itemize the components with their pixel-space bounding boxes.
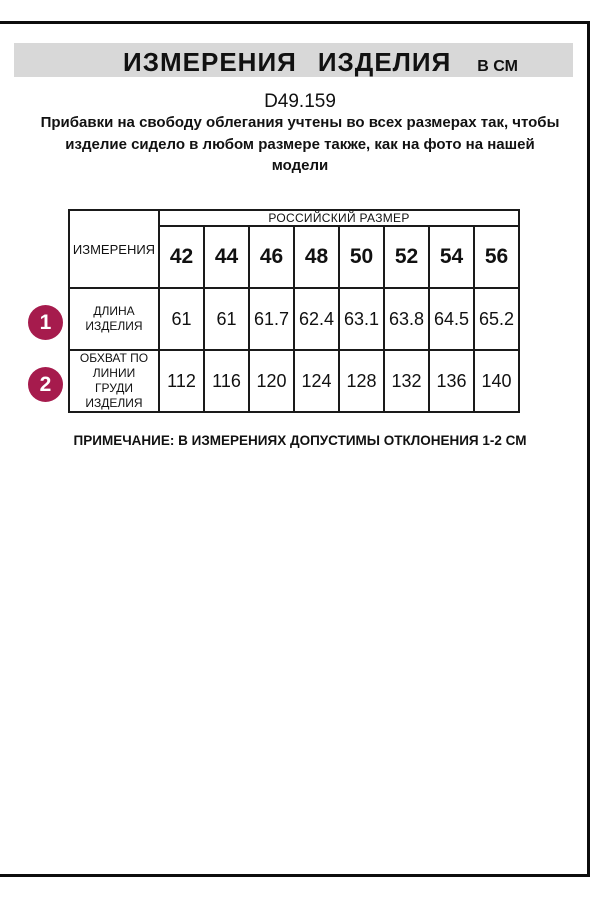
size-table-wrap — [68, 209, 520, 413]
product-code: D49.159 — [264, 91, 336, 112]
size-cell: 54 — [429, 226, 474, 288]
table-row-size-group — [69, 210, 519, 226]
value-cell: 116 — [204, 350, 249, 412]
note-text: ПРИМЕЧАНИЕ: В ИЗМЕРЕНИЯХ ДОПУСТИМЫ ОТКЛОНЕНИЯ 1-2 СМ — [73, 433, 527, 448]
value-cell: 62.4 — [294, 288, 339, 350]
value-cell: 120 — [249, 350, 294, 412]
value-cell: 140 — [474, 350, 519, 412]
intro-line: Прибавки на свободу облегания учтены во всех размерах так, чтобы — [40, 114, 560, 131]
value-cell: 124 — [294, 350, 339, 412]
intro-line: модели — [271, 157, 329, 174]
size-cell: 50 — [339, 226, 384, 288]
value-cell: 61.7 — [249, 288, 294, 350]
size-table — [68, 209, 520, 413]
value-cell: 136 — [429, 350, 474, 412]
page-frame-top — [0, 21, 590, 24]
table-row-length — [69, 288, 519, 350]
value-cell: 132 — [384, 350, 429, 412]
size-cell: 42 — [159, 226, 204, 288]
size-cell: 46 — [249, 226, 294, 288]
value-cell: 64.5 — [429, 288, 474, 350]
value-cell: 65.2 — [474, 288, 519, 350]
title-units: В СМ — [477, 58, 518, 75]
russian-size-header-cell: РОССИЙСКИЙ РАЗМЕР — [159, 210, 519, 226]
size-cell: 52 — [384, 226, 429, 288]
size-cell: 48 — [294, 226, 339, 288]
intro-line: изделие сидело в любом размере также, как на фото на нашей — [65, 135, 535, 153]
row-label-chest: ОБХВАТ ПО ЛИНИИ ГРУДИ ИЗДЕЛИЯ — [69, 350, 159, 412]
value-cell: 61 — [159, 288, 204, 350]
size-cell: 44 — [204, 226, 249, 288]
title-product: ИЗДЕЛИЯ — [317, 47, 452, 77]
measurements-header-cell: ИЗМЕРЕНИЯ — [69, 210, 159, 288]
row-number-badge-2: 2 — [28, 367, 63, 402]
page-frame-bottom — [0, 874, 590, 877]
size-cell: 56 — [474, 226, 519, 288]
title-bar — [14, 43, 573, 77]
value-cell: 112 — [159, 350, 204, 412]
title-measurements: ИЗМЕРЕНИЯ — [123, 47, 297, 77]
row-label-length: ДЛИНА ИЗДЕЛИЯ — [69, 288, 159, 350]
value-cell: 128 — [339, 350, 384, 412]
value-cell: 61 — [204, 288, 249, 350]
intro-paragraph — [0, 112, 600, 177]
row-number-badge-1: 1 — [28, 305, 63, 340]
value-cell: 63.8 — [384, 288, 429, 350]
table-row-chest — [69, 350, 519, 412]
value-cell: 63.1 — [339, 288, 384, 350]
